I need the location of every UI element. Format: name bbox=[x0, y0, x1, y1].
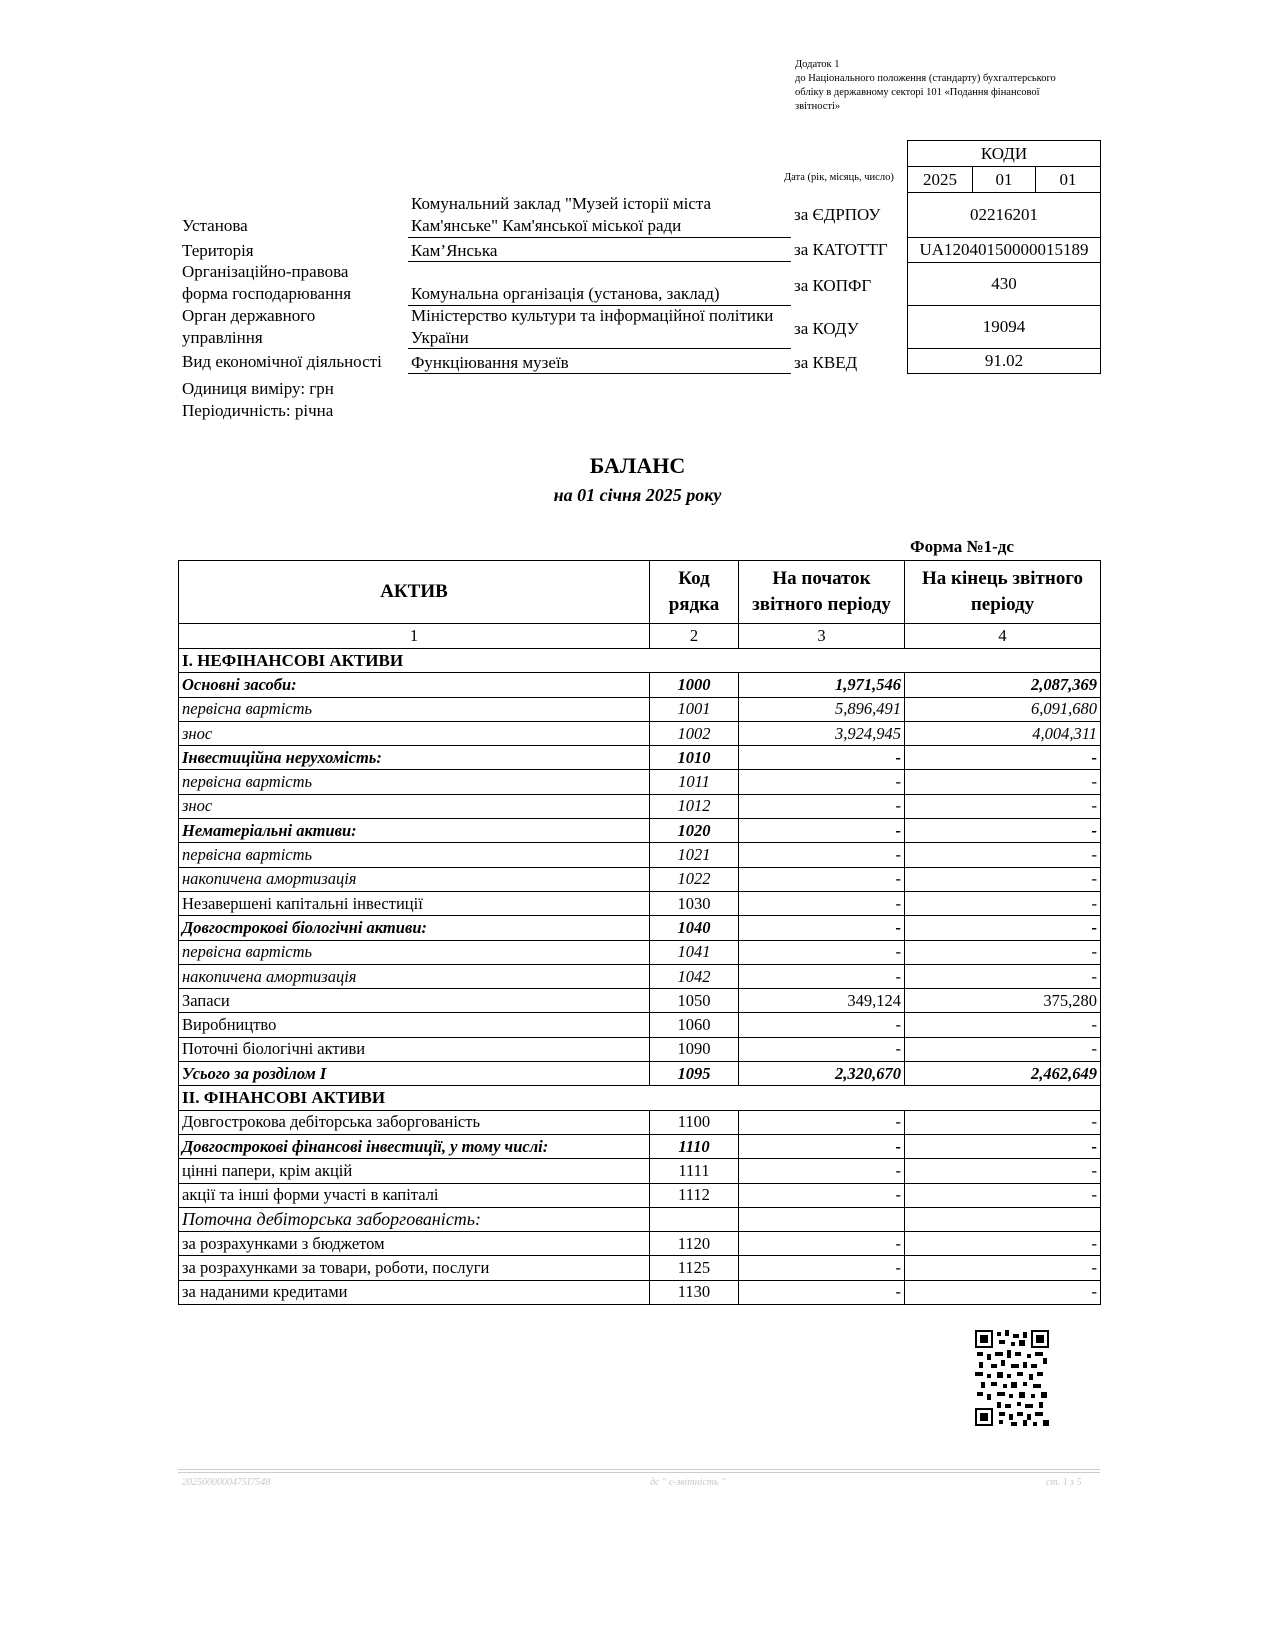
start-value: - bbox=[739, 770, 905, 794]
institution-label: Установа bbox=[182, 216, 248, 235]
table-row bbox=[179, 1134, 1101, 1158]
start-value: 1,971,546 bbox=[739, 673, 905, 697]
start-value: 2,320,670 bbox=[739, 1062, 905, 1086]
kopfg-code: 430 bbox=[907, 262, 1101, 306]
authority-label: управління bbox=[182, 328, 263, 347]
row-code: 1022 bbox=[650, 867, 739, 891]
legal-form-label: форма господарювання bbox=[182, 284, 352, 303]
end-value: - bbox=[905, 1183, 1101, 1207]
column-number: 2 bbox=[650, 624, 739, 649]
row-label: цінні папери, крім акцій bbox=[179, 1159, 650, 1183]
katottg-code: UA12040150000015189 bbox=[907, 237, 1101, 263]
row-label: Довгострокова дебіторська заборгованість bbox=[179, 1110, 650, 1134]
section-title: І. НЕФІНАНСОВІ АКТИВИ bbox=[179, 649, 1101, 673]
start-value: - bbox=[739, 843, 905, 867]
row-code: 1050 bbox=[650, 989, 739, 1013]
page-subtitle: на 01 січня 2025 року bbox=[553, 485, 722, 505]
start-value: - bbox=[739, 916, 905, 940]
table-row bbox=[179, 794, 1101, 818]
row-code: 1112 bbox=[650, 1183, 739, 1207]
start-value: - bbox=[739, 819, 905, 843]
row-label: Виробництво bbox=[179, 1013, 650, 1037]
start-value: - bbox=[739, 1232, 905, 1256]
end-value: - bbox=[905, 1037, 1101, 1061]
row-code: 1002 bbox=[650, 721, 739, 745]
appendix-line: Додаток 1 bbox=[795, 59, 840, 70]
row-label: первісна вартість bbox=[179, 940, 650, 964]
start-value: - bbox=[739, 1183, 905, 1207]
end-value: 2,462,649 bbox=[905, 1062, 1101, 1086]
start-value: - bbox=[739, 964, 905, 988]
table-row bbox=[179, 989, 1101, 1013]
column-header: На кінець звітного періоду bbox=[905, 561, 1101, 624]
start-value: 349,124 bbox=[739, 989, 905, 1013]
row-code: 1010 bbox=[650, 746, 739, 770]
row-label: Основні засоби: bbox=[179, 673, 650, 697]
row-label: Довгострокові фінансові інвестиції, у тому числі: bbox=[179, 1134, 650, 1158]
section-title: ІІ. ФІНАНСОВІ АКТИВИ bbox=[179, 1086, 1101, 1110]
activity-value: Функціювання музеїв bbox=[411, 353, 569, 372]
end-value: 2,087,369 bbox=[905, 673, 1101, 697]
kodu-code: 19094 bbox=[907, 305, 1101, 349]
row-code: 1011 bbox=[650, 770, 739, 794]
table-header-row bbox=[179, 561, 1101, 624]
column-number: 3 bbox=[739, 624, 905, 649]
end-value: - bbox=[905, 794, 1101, 818]
kopfg-label: за КОПФГ bbox=[794, 276, 872, 295]
end-value: - bbox=[905, 891, 1101, 915]
end-value: - bbox=[905, 916, 1101, 940]
column-number: 4 bbox=[905, 624, 1101, 649]
row-code: 1130 bbox=[650, 1280, 739, 1304]
form-number: Форма №1-дс bbox=[910, 537, 1014, 556]
date-month: 01 bbox=[972, 166, 1036, 193]
end-value: 6,091,680 bbox=[905, 697, 1101, 721]
end-value: - bbox=[905, 1134, 1101, 1158]
row-code: 1095 bbox=[650, 1062, 739, 1086]
start-value: - bbox=[739, 1110, 905, 1134]
authority-label: Орган державного bbox=[182, 306, 316, 325]
row-label: за розрахунками з бюджетом bbox=[179, 1232, 650, 1256]
appendix-line: до Національного положення (стандарту) бухгалтерського bbox=[795, 73, 1056, 84]
row-code: 1040 bbox=[650, 916, 739, 940]
table-row bbox=[179, 1037, 1101, 1061]
table-row bbox=[179, 1232, 1101, 1256]
start-value: - bbox=[739, 1134, 905, 1158]
legal-form-value: Комунальна організація (установа, заклад) bbox=[411, 284, 720, 303]
kodu-label: за КОДУ bbox=[794, 319, 859, 338]
table-row bbox=[179, 770, 1101, 794]
kved-label: за КВЕД bbox=[794, 353, 858, 372]
start-value: - bbox=[739, 1159, 905, 1183]
page-title: БАЛАНС bbox=[589, 453, 686, 478]
legal-form-label: Організаційно-правова bbox=[182, 262, 349, 281]
table-row bbox=[179, 1159, 1101, 1183]
row-code: 1120 bbox=[650, 1232, 739, 1256]
end-value: - bbox=[905, 867, 1101, 891]
row-code bbox=[650, 1207, 739, 1231]
start-value: - bbox=[739, 1256, 905, 1280]
start-value: 3,924,945 bbox=[739, 721, 905, 745]
start-value: - bbox=[739, 746, 905, 770]
row-code: 1042 bbox=[650, 964, 739, 988]
row-code: 1090 bbox=[650, 1037, 739, 1061]
row-code: 1020 bbox=[650, 819, 739, 843]
row-label: Усього за розділом І bbox=[179, 1062, 650, 1086]
row-label: Незавершені капітальні інвестиції bbox=[179, 891, 650, 915]
territory-value: Кам’Янська bbox=[411, 241, 498, 260]
row-code: 1012 bbox=[650, 794, 739, 818]
row-label: Запаси bbox=[179, 989, 650, 1013]
row-code: 1001 bbox=[650, 697, 739, 721]
footer-doc-id: 2025000000475I7548 bbox=[182, 1477, 271, 1488]
row-code: 1125 bbox=[650, 1256, 739, 1280]
territory-label: Територія bbox=[182, 241, 254, 260]
start-value: - bbox=[739, 1037, 905, 1061]
end-value: - bbox=[905, 746, 1101, 770]
date-year: 2025 bbox=[907, 166, 973, 193]
row-label: Нематеріальні активи: bbox=[179, 819, 650, 843]
table-row bbox=[179, 940, 1101, 964]
table-row bbox=[179, 964, 1101, 988]
institution-line1: Комунальний заклад "Музей історії міста bbox=[411, 194, 712, 213]
row-label: первісна вартість bbox=[179, 770, 650, 794]
row-label: акції та інші форми участі в капіталі bbox=[179, 1183, 650, 1207]
row-code: 1111 bbox=[650, 1159, 739, 1183]
end-value: - bbox=[905, 1256, 1101, 1280]
appendix-line: обліку в державному секторі 101 «Подання фінансової bbox=[795, 87, 1040, 98]
row-code: 1041 bbox=[650, 940, 739, 964]
table-row bbox=[179, 746, 1101, 770]
end-value: - bbox=[905, 1159, 1101, 1183]
start-value: - bbox=[739, 867, 905, 891]
start-value: - bbox=[739, 794, 905, 818]
row-code: 1110 bbox=[650, 1134, 739, 1158]
codes-header: КОДИ bbox=[907, 140, 1101, 167]
authority-line1: Міністерство культури та інформаційної політики bbox=[411, 306, 774, 325]
table-row bbox=[179, 819, 1101, 843]
end-value: 375,280 bbox=[905, 989, 1101, 1013]
table-row bbox=[179, 891, 1101, 915]
table-row bbox=[179, 1013, 1101, 1037]
end-value: - bbox=[905, 1110, 1101, 1134]
column-header: АКТИВ bbox=[179, 561, 650, 624]
date-day: 01 bbox=[1035, 166, 1101, 193]
row-code: 1000 bbox=[650, 673, 739, 697]
end-value: - bbox=[905, 1232, 1101, 1256]
appendix-note bbox=[795, 58, 1095, 114]
table-row bbox=[179, 843, 1101, 867]
start-value bbox=[739, 1207, 905, 1231]
row-code: 1021 bbox=[650, 843, 739, 867]
start-value: - bbox=[739, 1280, 905, 1304]
table-row bbox=[179, 1280, 1101, 1304]
date-label: Дата (рік, місяць, число) bbox=[784, 172, 894, 183]
table-row bbox=[179, 721, 1101, 745]
row-label: Інвестиційна нерухомість: bbox=[179, 746, 650, 770]
activity-label: Вид економічної діяльності bbox=[182, 352, 382, 371]
row-code: 1100 bbox=[650, 1110, 739, 1134]
table-row bbox=[179, 1207, 1101, 1231]
row-label: за розрахунками за товари, роботи, послуги bbox=[179, 1256, 650, 1280]
table-row bbox=[179, 1256, 1101, 1280]
table-row bbox=[179, 1110, 1101, 1134]
row-label: накопичена амортизація bbox=[179, 964, 650, 988]
edrpou-label: за ЄДРПОУ bbox=[794, 205, 881, 224]
unit-label: Одиниця виміру: грн bbox=[182, 379, 334, 398]
authority-line2: України bbox=[411, 328, 469, 347]
balance-table bbox=[178, 560, 1101, 1305]
column-header: На початок звітного періоду bbox=[739, 561, 905, 624]
appendix-line: звітності» bbox=[795, 101, 841, 112]
row-label: Поточна дебіторська заборгованість: bbox=[179, 1207, 650, 1231]
table-row bbox=[179, 697, 1101, 721]
section-row bbox=[179, 649, 1101, 673]
edrpou-code: 02216201 bbox=[907, 192, 1101, 238]
end-value: 4,004,311 bbox=[905, 721, 1101, 745]
table-row bbox=[179, 1062, 1101, 1086]
start-value: - bbox=[739, 940, 905, 964]
start-value: 5,896,491 bbox=[739, 697, 905, 721]
table-row bbox=[179, 673, 1101, 697]
table-row bbox=[179, 1183, 1101, 1207]
row-label: первісна вартість bbox=[179, 843, 650, 867]
row-label: Поточні біологічні активи bbox=[179, 1037, 650, 1061]
katottg-label: за КАТОТТГ bbox=[794, 240, 888, 259]
table-row bbox=[179, 916, 1101, 940]
row-code: 1030 bbox=[650, 891, 739, 915]
end-value: - bbox=[905, 819, 1101, 843]
end-value bbox=[905, 1207, 1101, 1231]
section-row bbox=[179, 1086, 1101, 1110]
end-value: - bbox=[905, 1013, 1101, 1037]
row-label: знос bbox=[179, 721, 650, 745]
start-value: - bbox=[739, 891, 905, 915]
table-row bbox=[179, 867, 1101, 891]
kved-code: 91.02 bbox=[907, 348, 1101, 374]
row-label: первісна вартість bbox=[179, 697, 650, 721]
start-value: - bbox=[739, 1013, 905, 1037]
end-value: - bbox=[905, 940, 1101, 964]
row-label: Довгострокові біологічні активи: bbox=[179, 916, 650, 940]
footer-system: дс " є-звітність " bbox=[650, 1477, 726, 1488]
row-label: знос bbox=[179, 794, 650, 818]
row-label: за наданими кредитами bbox=[179, 1280, 650, 1304]
end-value: - bbox=[905, 843, 1101, 867]
column-number: 1 bbox=[179, 624, 650, 649]
institution-line2: Кам'янське" Кам'янської міської ради bbox=[411, 216, 682, 235]
column-header: Код рядка bbox=[650, 561, 739, 624]
qr-code-icon bbox=[975, 1330, 1049, 1426]
end-value: - bbox=[905, 1280, 1101, 1304]
periodicity-label: Періодичність: річна bbox=[182, 401, 334, 420]
row-label: накопичена амортизація bbox=[179, 867, 650, 891]
end-value: - bbox=[905, 770, 1101, 794]
end-value: - bbox=[905, 964, 1101, 988]
row-code: 1060 bbox=[650, 1013, 739, 1037]
footer-page: ст. 1 з 5 bbox=[1046, 1477, 1082, 1488]
column-number-row bbox=[179, 624, 1101, 649]
